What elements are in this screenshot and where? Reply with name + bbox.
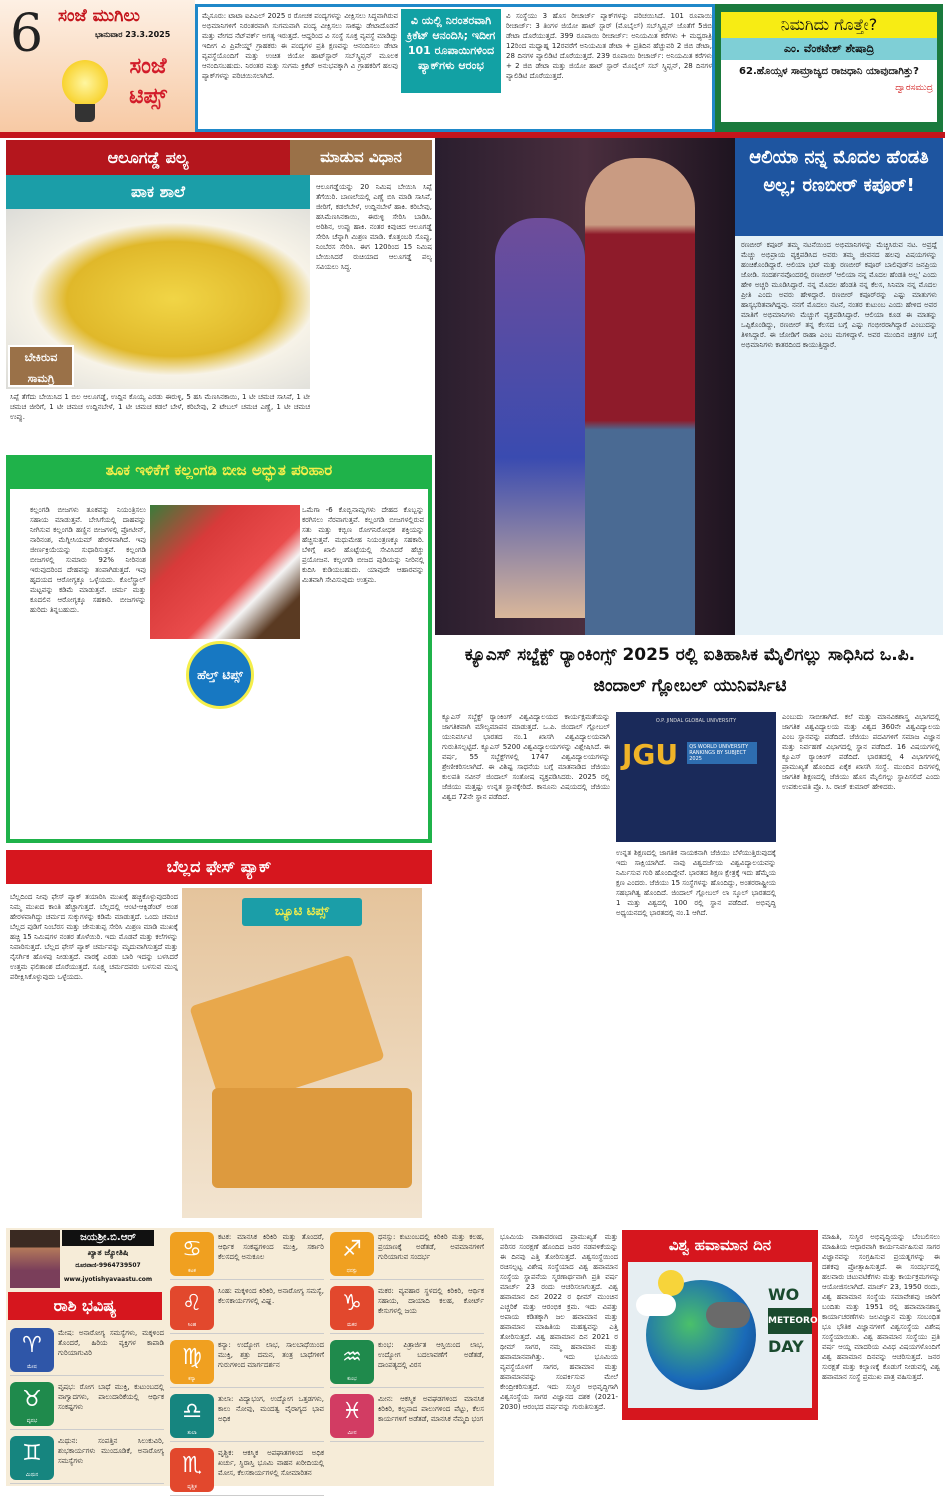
jgu-logo: JGU <box>622 738 679 771</box>
jgu-col1: ಕ್ಯೂಎಸ್ ಸಬ್ಜೆಕ್ಟ್ ರ‍್ಯಾಂಕಿಂಗ್ ವಿಶ್ವವಿದ್ಯಾಲಯದ ಕಾರ್ಯಕ್ಷಮತೆಯನ್ನು ಜಾಗತಿಕವಾಗಿ ಮೌಲ್ಯಮಾಪನ ಮಾಡುತ್ತದೆ. ಒ.ಪಿ. ಜಿಂದಾಲ್ ಗ್ಲೋಬಲ್ ಯುನಿವರ್ಸಿಟಿ ಭಾರತದ ನಂ.1 ಖಾಸಗಿ ವಿಶ್ವವಿದ್ಯಾಲಯವಾಗಿ ಗುರುತಿಸಲ್ಪಟ್ಟಿದೆ. ಕ್ಯೂಎಸ್ 5200 ವಿಶ್ವವಿದ್ಯಾಲಯಗಳನ್ನು ವಿಶ್ಲೇಷಿಸಿದೆ. ಈ ವರ್ಷ, 55 ಸಬ್ಜೆಕ್ಟ್‌ಗಳಲ್ಲಿ 1747 ವಿಶ್ವವಿದ್ಯಾಲಯಗಳನ್ನು ಶ್ರೇಣೀಕರಿಸಲಾಗಿದೆ. ಈ ವಿಶಿಷ್ಟ ಸಾಧನೆಯ ಬಗ್ಗೆ ಮಾತನಾಡಿದ ಜೆಜಿಯು ಕುಲಪತಿ ನವೀನ್ ಜಿಂದಾಲ್ ಸಂತೋಷ ವ್ಯಕ್ತಪಡಿಸಿದರು. 2025 ರಲ್ಲಿ ಜೆಜಿಯು ಮತ್ತಷ್ಟು ಉನ್ನತ ಸ್ಥಾನಕ್ಕೇರಿದೆ. ಕಾನೂನು ವಿಷಯದಲ್ಲಿ ಜೆಜಿಯು ವಿಶ್ವದ 72ನೇ ಸ್ಥಾನ ಪಡೆದಿದೆ. <box>442 713 610 801</box>
section-title: ಸಂಜೆ ಟಿಪ್ಸ್ <box>129 54 167 109</box>
paper-name: ಸಂಜೆ ಮುಗಿಲು <box>58 6 140 26</box>
astrologer-photo <box>10 1230 60 1288</box>
horoscope-sign-5 <box>170 1284 324 1334</box>
beauty-badge: ಬ್ಯೂಟಿ ಟಿಪ್ಸ್ <box>242 898 362 926</box>
weather-col2: ಮಾಹಿತಿ, ಸುಸ್ಥಿರ ಅಭಿವೃದ್ಧಿಯನ್ನು ಬೆಂಬಲಿಸಲು ಮಾಹಿತಿಯ ಆಧಾರವಾಗಿ ಕಾರ್ಯನಿರ್ವಹಿಸುವ ಸಾಗರ ವಿಜ್ಞಾನವನ್ನು ಸಂಗ್ರಹಿಸುವ ಪ್ರಯತ್ನಗಳನ್ನು ಈ ದಶಕವು ಪ್ರೋತ್ಸಾಹಿಸುತ್ತದೆ. ಈ ಸಂದರ್ಭದಲ್ಲಿ ಹಲವಾರು ಚಟುವಟಿಕೆಗಳು ಮತ್ತು ಕಾರ್ಯಕ್ರಮಗಳನ್ನು ಆಯೋಜಿಸಲಾಗಿದೆ. ಮಾರ್ಚ್ 23, 1950 ರಂದು, ವಿಶ್ವ ಹವಾಮಾನ ಸಂಸ್ಥೆಯ ಸಮಾವೇಶವು ಜಾರಿಗೆ ಬಂದಿತು ಮತ್ತು 1951 ರಲ್ಲಿ ಹವಾಮಾನಶಾಸ್ತ್ರ ಕಾರ್ಯಾಚರಣೆಗಳು ಜಲವಿಜ್ಞಾನ ಮತ್ತು ಸಂಬಂಧಿತ ಭೂ ಭೌತಿಕ ವಿಜ್ಞಾನಗಳಿಗೆ ವಿಶ್ವಸಂಸ್ಥೆಯ ವಿಶೇಷ ಸಂಸ್ಥೆಯಾಯಿತು. ವಿಶ್ವ ಹವಾಮಾನ ಸಂಸ್ಥೆಯು ಪ್ರತಿ ವರ್ಷ ಆಯ್ದ ಮಾದರಿಯ ವಿವಿಧ ವಿಷಯಗಳೊಂದಿಗೆ ವಿಶ್ವ ಹವಾಮಾನ ದಿನವನ್ನು ಆಚರಿಸುತ್ತದೆ. ಜನರ ಸುರಕ್ಷತೆ ಮತ್ತು ಕಲ್ಯಾಣಕ್ಕೆ ಕೊಡುಗೆ ನೀಡುವಲ್ಲಿ ವಿಶ್ವ ಹವಾಮಾನ ಸಂಸ್ಥೆ ಪ್ರಮುಖ ಪಾತ್ರ ವಹಿಸುತ್ತದೆ. <box>822 1233 940 1381</box>
horoscope-sign-1 <box>10 1326 164 1376</box>
jgu-headline: ಕ್ಯೂಎಸ್ ಸಬ್ಜೆಕ್ಟ್ ರ‍್ಯಾಂಕಿಂಗ್ಸ್ 2025 ರಲ್ಲಿ ಐತಿಹಾಸಿಕ ಮೈಲಿಗಲ್ಲು ಸಾಧಿಸಿದ ಒ.ಪಿ. ಜಿಂದಾಲ್ ಗ್ಲೋಬಲ್ ಯುನಿವರ್ಸಿಟಿ <box>464 645 916 696</box>
storm-cloud-icon <box>706 1302 750 1328</box>
quiz-author: ಎಂ. ವೆಂಕಟೇಶ್ ಶೇಷಾದ್ರಿ <box>721 38 937 60</box>
bulb-icon <box>62 60 108 106</box>
horoscope-text: ಮಕರ: ವ್ಯವಹಾರ ಸ್ಥಳದಲ್ಲಿ ಕಿರಿಕಿರಿ, ಆರ್ಥಿಕ ಸಹಾಯ, ದಾಯಾದಿ ಕಲಹ, ಕೋರ್ಟ್ ಕೇಸುಗಳಲ್ಲಿ ಜಯ <box>378 1287 484 1315</box>
health-banner: ತೂಕ ಇಳಿಕೆಗೆ ಕಲ್ಲಂಗಡಿ ಬೀಜ ಅದ್ಭುತ ಪರಿಹಾರ <box>6 455 432 485</box>
beauty-image <box>182 888 422 1218</box>
horoscope-text: ತುಲಾ: ವಿದ್ಯಾಭಂಗ, ಉದ್ಯೋಗ ಒತ್ತಡಗಳು, ಕಾಲು ನೋವು, ಮಂದತ್ವ ವೈರಾಗ್ಯದ ಭಾವ ಅಧಿಕ <box>218 1395 324 1423</box>
jgu-col3: ಎಂಬುದು ಸಾಬೀತಾಗಿದೆ. ಕಲೆ ಮತ್ತು ಮಾನವಿಕಶಾಸ್ತ್ರ ವಿಭಾಗದಲ್ಲಿ ಜಾಗತಿಕ ವಿಶ್ವವಿದ್ಯಾಲಯ ಮತ್ತು ವಿಶ್ವದ 360ನೇ ವಿಶ್ವವಿದ್ಯಾಲಯ ಎಂಬ ಸ್ಥಾನವನ್ನು ಪಡೆದಿದೆ. ಜೆಜಿಯು ಪದವಿಗಳಿಗೆ ಸಮಾಜ ವಿಜ್ಞಾನ ಮತ್ತು ನಿರ್ವಹಣೆ ವಿಭಾಗದಲ್ಲಿ ಸ್ಥಾನ ಪಡೆದಿದೆ. 16 ವಿಷಯಗಳಲ್ಲಿ ಕ್ಯೂಎಸ್ ರ‍್ಯಾಂಕಿಂಗ್ ಪಡೆದಿದೆ. ಭಾರತದಲ್ಲಿ 4 ವಿಭಾಗಗಳಲ್ಲಿ ಪ್ರಾಮುಖ್ಯತೆ ಹೊಂದಿದ ಏಕೈಕ ಖಾಸಗಿ ಸಂಸ್ಥೆ. ಮುಂದಿನ ದಿನಗಳಲ್ಲಿ ಜಾಗತಿಕ ಶಿಕ್ಷಣದಲ್ಲಿ ಜೆಜಿಯು ಹೊಸ ಮೈಲಿಗಲ್ಲು ಸ್ಥಾಪಿಸಲಿದೆ ಎಂದು ಉಪಕುಲಪತಿ ಪ್ರೊ. ಸಿ. ರಾಜ್ ಕುಮಾರ್ ಹೇಳಿದರು. <box>782 713 940 791</box>
jgu-logo-sub: O.P. JINDAL GLOBAL UNIVERSITY <box>655 718 737 724</box>
horoscope-text: ವೃಷಭ: ರೋಗ ಬಾಧೆ ಮುಕ್ತಿ, ಕುಟುಂಬದಲ್ಲಿ ವಾಗ್ವಾದಗಳು, ಪಾಲುದಾರಿಕೆಯಲ್ಲಿ ಆರ್ಥಿಕ ಸಂಕಷ್ಟಗಳು <box>58 1383 164 1411</box>
horoscope-sign-3 <box>10 1434 164 1484</box>
astrologer-website: www.jyotishyavaastu.com <box>63 1276 153 1283</box>
horoscope-text: ಮಿಥುನ: ಸಂಪತ್ತಿನ ಸಿಲುಕುವಿರಿ, ಶುಭಕಾರ್ಯಗಳು ಮುಂದೂಡಿಕೆ, ಅನಾರೋಗ್ಯ ಸಮಸ್ಯೆಗಳು <box>58 1437 164 1465</box>
celebrity-photo <box>435 138 735 635</box>
zodiac-icon: ♎ ತುಲಾ <box>170 1394 214 1438</box>
horoscope-sign-6 <box>170 1338 324 1388</box>
zodiac-icon: ♊ ಮಿಥುನ <box>10 1436 54 1480</box>
weather-title: ವಿಶ್ವ ಹವಾಮಾನ ದಿನ <box>668 1236 772 1254</box>
quiz-answer: ದ್ವಾರಸಮುದ್ರ <box>895 83 933 93</box>
page-number: 6 <box>10 4 44 64</box>
top-story-body-left: ಮೈಸೂರು: ಟಾಟಾ ಐಪಿಎಲ್ 2025 ರ ರೋಚಕ ಪಂದ್ಯಗಳನ್ನು ವೀಕ್ಷಿಸಲು ಸಿದ್ಧವಾಗಿರುವ ಅಭಿಮಾನಿಗಳಿಗೆ ನಿರಂತರವಾಗಿ ಸುಗಮವಾಗಿ ಪಂದ್ಯ ವೀಕ್ಷಿಸಲು ಸಾಕಷ್ಟು ಡೇಟಾದೊಡನೆ ಮತ್ತು ವೇಗದ ನೆಟ್‌ವರ್ಕ್ ಅಗತ್ಯ ಇರುತ್ತದೆ. ಆದ್ದರಿಂದ ವಿ ಸಂಸ್ಥೆ ಸೂಕ್ತ ವ್ಯವಸ್ಥೆ ಮಾಡಿದ್ದು ಇದೀಗ ವಿ ಪ್ರಿಪೇಯ್ಡ್ ಗ್ರಾಹಕರು ಈ ಪಂದ್ಯಗಳ ಪ್ರತಿ ಕ್ಷಣವನ್ನು ಆನಂದಿಸಲು ಡೇಟಾ ವ್ಯವಸ್ಥೆಯೊಂದಿಗೆ ಮತ್ತು ಉಚಿತ ಜಿಯೋ ಹಾಟ್‌ಸ್ಟಾರ್ ಸಬ್‌ಸ್ಕ್ರಿಪ್ಷನ್ ಮೂಲಕ ಆನಂದಿಸಬಹುದು. ನಿರಂತರ ಮತ್ತು ಸುಗಮ ಕ್ರಿಕೆಟ್ ಅನುಭವಕ್ಕಾಗಿ ವಿ ಗ್ರಾಹಕರಿಗೆ ಹಲವು ಪ್ಯಾಕ್‌ಗಳನ್ನು ಪರಿಚಯಿಸಲಾಗಿದೆ. <box>202 12 398 80</box>
quiz-question: 62.ಹೊಯ್ಸಳ ಸಾಮ್ರಾಜ್ಯದ ರಾಜಧಾನಿ ಯಾವುದಾಗಿತ್ತು? <box>739 66 919 77</box>
astrologer-role: ಖ್ಯಾತ ಜ್ಯೋತಿಷಿ <box>87 1248 129 1257</box>
person-figure <box>495 218 585 618</box>
ingredients-label: ಬೇಕಿರುವ ಸಾಮಗ್ರಿ <box>8 345 74 387</box>
horoscope-sign-2 <box>10 1380 164 1430</box>
horoscope-section <box>6 1228 494 1490</box>
recipe-section: ಪಾಕ ಶಾಲೆ <box>6 175 310 209</box>
zodiac-icon: ♈ ಮೇಷ <box>10 1328 54 1372</box>
horoscope-text: ಕುಂಭ: ಪಿತ್ರಾರ್ಜಿತ ಆಸ್ತಿಯಿಂದ ಲಾಭ, ಉದ್ಯೋಗ ಬದಲಾವಣೆಗೆ ಅಡೆತಡೆ, ದಾಂಪತ್ಯದಲ್ಲಿ ವಿರಸ <box>378 1341 484 1369</box>
zodiac-icon: ♒ ಕುಂಭ <box>330 1340 374 1384</box>
horoscope-sign-9 <box>330 1230 484 1280</box>
horoscope-sign-11 <box>330 1338 484 1388</box>
cloud-icon <box>636 1294 676 1316</box>
quiz-title: ನಿಮಗಿದು ಗೊತ್ತೇ? <box>721 12 937 38</box>
image-text-1: WO <box>768 1285 800 1304</box>
horoscope-text: ಸಿಂಹ: ಮಕ್ಕಳಿಂದ ಕಿರಿಕಿರಿ, ಅನಾರೋಗ್ಯ ಸಮಸ್ಯೆ, ಕೆಲಸಕಾರ್ಯಗಳಲ್ಲಿ ವಿಘ್ನ. <box>218 1287 324 1305</box>
masthead <box>0 0 195 132</box>
top-story <box>195 4 715 132</box>
person-figure <box>585 158 695 635</box>
recipe-title: ಆಲೂಗಡ್ಡೆ ಪಲ್ಯ <box>6 140 290 175</box>
image-text-3: DAY <box>768 1337 804 1356</box>
health-badge-label: ಹೆಲ್ತ್ ಟಿಪ್ಸ್ <box>197 668 243 682</box>
qs-badge: QS WORLD UNIVERSITY RANKINGS BY SUBJECT 2025 <box>687 742 757 764</box>
sun-icon <box>658 1270 684 1296</box>
weather-image-text <box>768 1282 818 1360</box>
horoscope-text: ಧನಸ್ಸು: ಕುಟುಂಬದಲ್ಲಿ ಕಿರಿಕಿರಿ ಮತ್ತು ಕಲಹ, ಪ್ರಯಾಣಕ್ಕೆ ಅಡೆತಡೆ, ಅವಮಾನಗಳಿಗೆ ಗುರಿಯಾಗುವ ಸಂದರ್ಭ <box>378 1233 484 1261</box>
jgu-col2: ಉನ್ನತ ಶಿಕ್ಷಣದಲ್ಲಿ ಜಾಗತಿಕ ನಾಯಕನಾಗಿ ಜೆಜಿಯು ಬೆಳೆಯುತ್ತಿರುವುದಕ್ಕೆ ಇದು ಸಾಕ್ಷಿಯಾಗಿದೆ. ನಾವು ವಿಶ್ವದರ್ಜೆಯ ವಿಶ್ವವಿದ್ಯಾಲಯವನ್ನು ನಿರ್ಮಿಸುವ ಗುರಿ ಹೊಂದಿದ್ದೇವೆ. ಭಾರತದ ಶಿಕ್ಷಣ ಕ್ಷೇತ್ರಕ್ಕೆ ಇದು ಹೆಮ್ಮೆಯ ಕ್ಷಣ ಎಂದರು. ಜೆಜಿಯು 15 ಸಂಸ್ಥೆಗಳನ್ನು ಹೊಂದಿದ್ದು, ಅಂತರರಾಷ್ಟ್ರೀಯ ಸಹಭಾಗಿತ್ವ ಹೊಂದಿದೆ. ಜಿಂದಾಲ್ ಗ್ಲೋಬಲ್ ಲಾ ಸ್ಕೂಲ್ ಭಾರತದಲ್ಲಿ 1 ಮತ್ತು ವಿಶ್ವದಲ್ಲಿ 100 ರಲ್ಲಿ ಸ್ಥಾನ ಪಡೆದಿದೆ. ಅಭಿವೃದ್ಧಿ ಅಧ್ಯಯನದಲ್ಲಿ ಭಾರತದಲ್ಲಿ ನಂ.1 ಆಗಿದೆ. <box>616 849 776 917</box>
horoscope-text: ಕನ್ಯಾ: ಉದ್ಯೋಗ ಲಾಭ, ಸಾಲಬಾಧೆಯಿಂದ ಮುಕ್ತಿ, ಶತ್ರು ದಮನ, ತಂತ್ರ ಬಾಧೆಗಳಿಗೆ ಗುರುಗಳಿಂದ ಮಾರ್ಗದರ್ಶನ <box>218 1341 324 1369</box>
feature-article <box>735 138 943 635</box>
horoscope-title: ರಾಶಿ ಭವಿಷ್ಯ <box>8 1292 162 1320</box>
quiz-box <box>715 4 943 132</box>
zodiac-icon: ♏ ವೃಶ್ಚಿಕ <box>170 1448 214 1492</box>
weather-box <box>622 1230 818 1420</box>
feature-body: ರಣಬೀರ್ ಕಪೂರ್ ತಮ್ಮ ನಟನೆಯಿಂದ ಅಭಿಮಾನಿಗಳನ್ನು ಮೆಚ್ಚಿಸಿರುವ ನಟ. ಅವ್ರದ್ದೆ ಮೆಚ್ಚು ಅಭಿಪ್ರಾಯ ವ್ಯಕ್ತಪಡಿಸಿದ ಅವರು ತಮ್ಮ ಜೀವನದ ಹಲವು ವಿಷಯಗಳನ್ನು ಹಂಚಿಕೊಂಡಿದ್ದಾರೆ. ಆಲಿಯಾ ಭಟ್ ಮತ್ತು ರಣಬೀರ್ ಕಪೂರ್ ಬಾಲಿವುಡ್‌ನ ಜನಪ್ರಿಯ ಜೋಡಿ. ಸಂದರ್ಶನವೊಂದರಲ್ಲಿ ರಣಬೀರ್ 'ಆಲಿಯಾ ನನ್ನ ಮೊದಲ ಹೆಂಡತಿ ಅಲ್ಲ' ಎಂದು ಹೇಳಿ ಅಚ್ಚರಿ ಮೂಡಿಸಿದ್ದಾರೆ. ನನ್ನ ಮೊದಲ ಹೆಂಡತಿ ನನ್ನ ಕೆಲಸ, ಸಿನಿಮಾ ನನ್ನ ಮೊದಲ ಪ್ರೀತಿ ಎಂದು ಅವರು ಹೇಳಿದ್ದಾರೆ. ರಣಬೀರ್ ಕಪೂರ್‌ರನ್ನು ಎಷ್ಟು ಮಾತುಗಳು ಹಾಸ್ಯಭರಿತವಾಗಿದ್ದವು. ನನಗೆ ಮೊದಲು ನಟನೆ, ನಂತರ ಕುಟುಂಬ ಎಂದು ಹೇಳಿದ ಅವರ ಮಾತಿಗೆ ಅಭಿಮಾನಿಗಳು ಮೆಚ್ಚುಗೆ ವ್ಯಕ್ತಪಡಿಸಿದ್ದಾರೆ. ಆಲಿಯಾ ಕೂಡ ಈ ಮಾತನ್ನು ಒಪ್ಪಿಕೊಂಡಿದ್ದು, ರಣಬೀರ್ ತನ್ನ ಕೆಲಸದ ಬಗ್ಗೆ ಎಷ್ಟು ಗಂಭೀರರಾಗಿದ್ದಾರೆ ಎಂಬುದನ್ನು ತಿಳಿಸಿದ್ದಾರೆ. ಈ ಜೋಡಿಗೆ ರಾಹಾ ಎಂಬ ಮಗಳಿದ್ದಾಳೆ. ಅವರ ಮುಂದಿನ ಚಿತ್ರಗಳ ಬಗ್ಗೆ ಅಭಿಮಾನಿಗಳು ಕಾತರದಿಂದ ಕಾಯುತ್ತಿದ್ದಾರೆ. <box>741 241 937 349</box>
astrologer-phone: ದೂರವಾಣಿ-9964739507 <box>75 1262 141 1269</box>
top-story-headline: ವಿ ಯಲ್ಲಿ ನಿರಂತರವಾಗಿ ಕ್ರಿಕೆಟ್ ಆನಂದಿಸಿ; ಇದೀಗ 101 ರೂಪಾಯಿಗಳಿಂದ ಪ್ಯಾಕ್‌ಗಳು ಆರಂಭ <box>401 9 501 93</box>
beauty-banner: ಬೆಲ್ಲದ ಫೇಸ್ ಪ್ಯಾಕ್ <box>6 850 432 884</box>
zodiac-icon: ♐ ಧನಸ್ಸು <box>330 1232 374 1276</box>
feature-headline: ಆಲಿಯಾ ನನ್ನ ಮೊದಲ ಹೆಂಡತಿ ಅಲ್ಲ; ರಣಬೀರ್ ಕಪೂರ್! <box>735 138 943 236</box>
recipe-ingredients: ಸಿಪ್ಪೆ ತೆಗೆದು ಬೇಯಿಸಿದ 1 ಬಿಲ ಆಲೂಗಡ್ಡೆ, ಉದ್ದಿನ ಕೊಯ್ಯ ಎರಡು ಈರುಳ್ಳಿ, 5 ಹಸಿ ಮೆಣಸಿನಕಾಯಿ, 1 ಟೀ ಚಮಚ ಸಾಸಿವೆ, 1 ಟೀ ಚಮಚ ಜೀರಿಗೆ, 1 ಟೀ ಚಮಚ ಉದ್ದಿನಬೇಳೆ, 1 ಟೀ ಚಮಚ ಕಡಲೆ ಬೇಳೆ, ಕರಿಬೇವು, 2 ಟೇಬಲ್ ಚಮಚ ಎಣ್ಣೆ, 1 ಟೀ ಚಮಚ ಉಪ್ಪು. <box>10 393 310 421</box>
zodiac-icon: ♌ ಸಿಂಹ <box>170 1286 214 1330</box>
jgu-image <box>616 712 776 842</box>
zodiac-icon: ♍ ಕನ್ಯಾ <box>170 1340 214 1384</box>
health-col1: ಕಲ್ಲಂಗಡಿ ಬೀಜಗಳು ತೂಕವನ್ನು ನಿಯಂತ್ರಿಸಲು ಸಹಾಯ ಮಾಡುತ್ತವೆ. ಬೇಸಿಗೆಯಲ್ಲಿ ದಾಹವನ್ನು ನೀಗಿಸುವ ಕಲ್ಲಂಗಡಿ ಹಣ್ಣಿನ ಬೀಜಗಳಲ್ಲಿ ಪ್ರೋಟೀನ್, ನಾರಿನಂಶ, ಮೆಗ್ನೀಸಿಯಮ್ ಹೇರಳವಾಗಿದೆ. ಇವು ಜೀರ್ಣಕ್ರಿಯೆಯನ್ನು ಸುಧಾರಿಸುತ್ತವೆ. ಕಲ್ಲಂಗಡಿ ಬೀಜಗಳಲ್ಲಿ ಸುಮಾರು 92% ನೀರಿನಂಶ ಇರುವುದರಿಂದ ದೇಹವನ್ನು ತಂಪಾಗಿಡುತ್ತದೆ. ಇವು ಹೃದಯದ ಆರೋಗ್ಯಕ್ಕೂ ಒಳ್ಳೆಯದು. ಕೊಲೆಸ್ಟ್ರಾಲ್ ಮಟ್ಟವನ್ನು ಕಡಿಮೆ ಮಾಡುತ್ತವೆ. ಚರ್ಮ ಮತ್ತು ಕೂದಲಿನ ಆರೋಗ್ಯಕ್ಕೂ ಸಹಕಾರಿ. ಬೀಜಗಳನ್ನು ಹುರಿದು ತಿನ್ನಬಹುದು. <box>30 506 146 614</box>
horoscope-sign-7 <box>170 1392 324 1442</box>
astrologer-name: ಜಯಶ್ರೀ.ಬಿ.ಆರ್ <box>62 1230 154 1246</box>
top-story-body-right: ವಿ ಸಂಸ್ಥೆಯು 3 ಹೊಸ ರೀಚಾರ್ಜ್ ಪ್ಯಾಕ್‌ಗಳನ್ನು ಪರಿಚಯಿಸಿದೆ. 101 ರೂಪಾಯಿ ರೀಚಾರ್ಜ್: 3 ತಿಂಗಳ ಜಿಯೋ ಹಾಟ್ ಸ್ಟಾರ್ (ಮೊಬೈಲ್) ಸಬ್‌ಸ್ಕ್ರಿಪ್ಷನ್ ಜೊತೆಗೆ 5ಜಿಬಿ ಡೇಟಾ ದೊರೆಯುತ್ತದೆ. 399 ರೂಪಾಯಿ ರೀಚಾರ್ಜ್: ಅನಿಯಮಿತ ಕರೆಗಳು + ಮಧ್ಯರಾತ್ರಿ 12ರಿಂದ ಮಧ್ಯಾಹ್ನ 12ರವರೆಗೆ ಅನಿಯಮಿತ ಡೇಟಾ + ಪ್ರತಿದಿನ ಹೆಚ್ಚುವರಿ 2 ಜಿಬಿ ಡೇಟಾ, 28 ದಿನಗಳ ವ್ಯಾಲಿಡಿಟಿ ದೊರೆಯುತ್ತದೆ. 239 ರೂಪಾಯಿ ರೀಚಾರ್ಜ್: ಅನಿಯಮಿತ ಕರೆಗಳು + 2 ಜಿಬಿ ಡೇಟಾ ಮತ್ತು ಜಿಯೋ ಹಾಟ್ ಸ್ಟಾರ್ ಮೊಬೈಲ್ ಸಬ್ ಸ್ಕ್ರಿಪ್ಷನ್, 28 ದಿನಗಳ ವ್ಯಾಲಿಡಿಟಿ ದೊರೆಯುತ್ತದೆ. <box>506 12 712 80</box>
horoscope-text: ಮೀನ: ಆಕಸ್ಮಿಕ ಅವಘಡಗಳಿಂದ ಮಾನಸಿಕ ಕಿರಿಕಿರಿ, ಕಲ್ಪನಾದ ಪಾಲುಗಳಿಂದ ಪೆಟ್ಟು, ಕೆಲಸ ಕಾರ್ಯಗಳಿಗೆ ಅಡೆತಡೆ, ಮಾನಸಿಕ ನೆಮ್ಮದಿ ಭಂಗ <box>378 1395 484 1423</box>
jaggery-block-image <box>212 1088 412 1188</box>
horoscope-sign-4 <box>170 1230 324 1280</box>
recipe-method-title: ಮಾಡುವ ವಿಧಾನ <box>290 140 432 175</box>
horoscope-text: ಕಟಕ: ಮಾನಸಿಕ ಕಿರಿಕಿರಿ ಮತ್ತು ತೊಂದರೆ, ಆರ್ಥಿಕ ಸಂಕಷ್ಟಗಳಿಂದ ಮುಕ್ತಿ, ಸರ್ಕಾರಿ ಕೆಲಸದಲ್ಲಿ ಅನುಕೂಲ <box>218 1233 324 1261</box>
image-text-2: METEORO <box>768 1308 812 1334</box>
watermelon-image <box>150 505 300 639</box>
zodiac-icon: ♋ ಕಟಕ <box>170 1232 214 1276</box>
horoscope-sign-12 <box>330 1392 484 1442</box>
recipe-method: ಆಲೂಗಡ್ಡೆಯನ್ನು 20 ನಿಮಿಷ ಬೇಯಿಸಿ ಸಿಪ್ಪೆ ತೆಗೆಯಿರಿ. ಬಾಣಲೆಯಲ್ಲಿ ಎಣ್ಣೆ ಬಿಸಿ ಮಾಡಿ ಸಾಸಿವೆ, ಜೀರಿಗೆ, ಕಡಲೆಬೇಳೆ, ಉದ್ದಿನಬೇಳೆ ಹಾಕಿ. ಕರಿಬೇವು, ಹಸಿಮೆಣಸಿನಕಾಯಿ, ಈರುಳ್ಳಿ ಸೇರಿಸಿ ಬಾಡಿಸಿ. ಅರಿಶಿನ, ಉಪ್ಪು ಹಾಕಿ. ನಂತರ ಕಿವುಚಿದ ಆಲೂಗಡ್ಡೆ ಸೇರಿಸಿ ಚೆನ್ನಾಗಿ ಮಿಶ್ರಣ ಮಾಡಿ. ಕೊತ್ತಂಬರಿ ಸೊಪ್ಪು, ನಿಂಬೆರಸ ಸೇರಿಸಿ. ಈಗ 120ರಿಂದ 15 ನಿಮಿಷ ಬೇಯಿಸಿದರೆ ರುಚಿಯಾದ ಆಲೂಗಡ್ಡೆ ಪಲ್ಯ ಸವಿಯಲು ಸಿದ್ಧ. <box>316 183 432 271</box>
zodiac-icon: ♓ ಮೀನ <box>330 1394 374 1438</box>
health-section <box>6 485 432 843</box>
horoscope-text: ವೃಶ್ಚಿಕ: ಆಕಸ್ಮಿಕ ಅಪಘಾತಗಳಿಂದ ಅಧಿಕ ಖರ್ಚು, ಸ್ಥಿರಾಸ್ತಿ ಭೂಮಿ ವಾಹನ ಖರೀದಿಯಲ್ಲಿ ಮೋಸ, ಕೆಲಸಕಾರ್ಯಗಳಲ್ಲಿ ಸೋಮಾರಿತನ <box>218 1449 324 1477</box>
horoscope-sign-8 <box>170 1446 324 1496</box>
weather-col1: ಭೂಮಿಯ ವಾತಾವರಣದ ಪ್ರಾಮುಖ್ಯತೆ ಮತ್ತು ಪರಿಸರ ಸಂರಕ್ಷಣೆ ಹೊಂದಿದ ಜನರ ನಡವಳಿಕೆಯನ್ನು ಈ ದಿನವು ಎತ್ತಿ ತೋರಿಸುತ್ತದೆ. ವಿಶ್ವಸಂಸ್ಥೆಯಿಂದ ರಚಿಸಲ್ಪಟ್ಟ ವಿಶೇಷ ಸಂಸ್ಥೆಯಾದ ವಿಶ್ವ ಹವಾಮಾನ ಸಂಸ್ಥೆಯ ಸ್ಥಾಪನೆಯ ಸ್ಮರಣಾರ್ಥವಾಗಿ ಪ್ರತಿ ವರ್ಷ ಮಾರ್ಚ್ 23 ರಂದು ಆಚರಿಸಲಾಗುತ್ತದೆ. ವಿಶ್ವ ಹವಾಮಾನ ದಿನ 2022 ರ ಥೀಮ್ ಮುಂಚಿನ ಎಚ್ಚರಿಕೆ ಮತ್ತು ಆರಂಭಿಕ ಕ್ರಮ. ಇದು ವಿಪತ್ತು ಅಪಾಯ ಕಡಿತಕ್ಕಾಗಿ ಜಲ ಹವಾಮಾನ ಮತ್ತು ಹವಾಮಾನ ಮಾಹಿತಿಯ ಮಹತ್ವವನ್ನು ಎತ್ತಿ ತೋರಿಸುತ್ತದೆ. ವಿಶ್ವ ಹವಾಮಾನ ದಿನ 2021 ರ ಥೀಮ್ ಸಾಗರ, ನಮ್ಮ ಹವಾಮಾನ ಮತ್ತು ಹವಾಮಾನವಾಗಿತ್ತು. ಇದು ಭೂಮಿಯ ವ್ಯವಸ್ಥೆಯೊಳಗೆ ಸಾಗರ, ಹವಾಮಾನ ಮತ್ತು ಹವಾಮಾನವನ್ನು ಸಂಪರ್ಕಿಸುವ ಮೇಲೆ ಕೇಂದ್ರೀಕರಿಸುತ್ತದೆ. ಇದು ಸುಸ್ಥಿರ ಅಭಿವೃದ್ಧಿಗಾಗಿ ವಿಶ್ವಸಂಸ್ಥೆಯ ಸಾಗರ ವಿಜ್ಞಾನದ ದಶಕ (2021-2030) ಆರಂಭದ ವರ್ಷವನ್ನು ಗುರುತಿಸುತ್ತದೆ. <box>500 1233 618 1411</box>
horoscope-text: ಮೇಷ: ಅನಾರೋಗ್ಯ ಸಮಸ್ಯೆಗಳು, ಮಕ್ಕಳಿಂದ ತೊಂದರೆ, ಹಿರಿಯ ವ್ಯಕ್ತಿಗಳ ಕಾಪಾಡಿ ಗುರಿಯಾಗುವಿರಿ <box>58 1329 164 1357</box>
weather-image <box>628 1262 818 1408</box>
date: ಭಾನುವಾರ 23.3.2025 <box>95 30 171 39</box>
beauty-body: ಬೆಲ್ಲದಿಂದ ನೀವು ಫೇಸ್ ಪ್ಯಾಕ್ ತಯಾರಿಸಿ ಮುಖಕ್ಕೆ ಹಚ್ಚಿಕೊಳ್ಳುವುದರಿಂದ ನಿಮ್ಮ ಮುಖದ ಕಾಂತಿ ಹೆಚ್ಚಾಗುತ್ತದೆ. ಬೆಲ್ಲದಲ್ಲಿ ಆಂಟಿ-ಆಕ್ಸಿಡೆಂಟ್ ಅಂಶ ಹೇರಳವಾಗಿದ್ದು ಚರ್ಮದ ಸುಕ್ಕುಗಳನ್ನು ಕಡಿಮೆ ಮಾಡುತ್ತದೆ. ಒಂದು ಚಮಚ ಬೆಲ್ಲದ ಪುಡಿಗೆ ನಿಂಬೆರಸ ಮತ್ತು ಜೇನುತುಪ್ಪ ಸೇರಿಸಿ ಮಿಶ್ರಣ ಮಾಡಿ ಮುಖಕ್ಕೆ ಹಚ್ಚಿ 15 ನಿಮಿಷಗಳ ನಂತರ ತೊಳೆಯಿರಿ. ಇದು ಮೊಡವೆ ಮತ್ತು ಕಲೆಗಳನ್ನು ನಿವಾರಿಸುತ್ತದೆ. ಬೆಲ್ಲದ ಫೇಸ್ ಪ್ಯಾಕ್ ಚರ್ಮವನ್ನು ಮೃದುವಾಗಿಸುತ್ತದೆ ಮತ್ತು ನೈಸರ್ಗಿಕ ಹೊಳಪು ನೀಡುತ್ತದೆ. ವಾರಕ್ಕೆ ಎರಡು ಬಾರಿ ಇದನ್ನು ಬಳಸಿದರೆ ಉತ್ತಮ ಫಲಿತಾಂಶ ದೊರೆಯುತ್ತದೆ. ಸೂಕ್ಷ್ಮ ಚರ್ಮದವರು ಬಳಸುವ ಮುನ್ನ ಪರೀಕ್ಷಿಸಿಕೊಳ್ಳುವುದು ಒಳ್ಳೆಯದು. <box>10 893 178 981</box>
bulb-base-icon <box>75 104 95 122</box>
zodiac-icon: ♑ ಮಕರ <box>330 1286 374 1330</box>
health-col2: ಒಮೆಗಾ -6 ಕೊಬ್ಬಿನಾಮ್ಲಗಳು ದೇಹದ ಕೊಬ್ಬನ್ನು ಕರಗಿಸಲು ನೆರವಾಗುತ್ತವೆ. ಕಲ್ಲಂಗಡಿ ಬೀಜಗಳಲ್ಲಿರುವ ಸತು ಮತ್ತು ಕಬ್ಬಿಣ ರೋಗನಿರೋಧಕ ಶಕ್ತಿಯನ್ನು ಹೆಚ್ಚಿಸುತ್ತವೆ. ಮಧುಮೇಹ ನಿಯಂತ್ರಣಕ್ಕೂ ಸಹಕಾರಿ. ಬೆಳಿಗ್ಗೆ ಖಾಲಿ ಹೊಟ್ಟೆಯಲ್ಲಿ ಸೇವಿಸಿದರೆ ಹೆಚ್ಚು ಪ್ರಯೋಜನ. ಕಲ್ಲಂಗಡಿ ಬೀಜದ ಪುಡಿಯನ್ನು ನೀರಿನಲ್ಲಿ ಕುದಿಸಿ ಕುಡಿಯಬಹುದು. ಯಾವುದೇ ಆಹಾರವನ್ನು ಮಿತವಾಗಿ ಸೇವಿಸುವುದು ಉತ್ತಮ. <box>302 506 424 584</box>
horoscope-sign-10 <box>330 1284 484 1334</box>
zodiac-icon: ♉ ವೃಷಭ <box>10 1382 54 1426</box>
health-badge <box>186 641 254 709</box>
